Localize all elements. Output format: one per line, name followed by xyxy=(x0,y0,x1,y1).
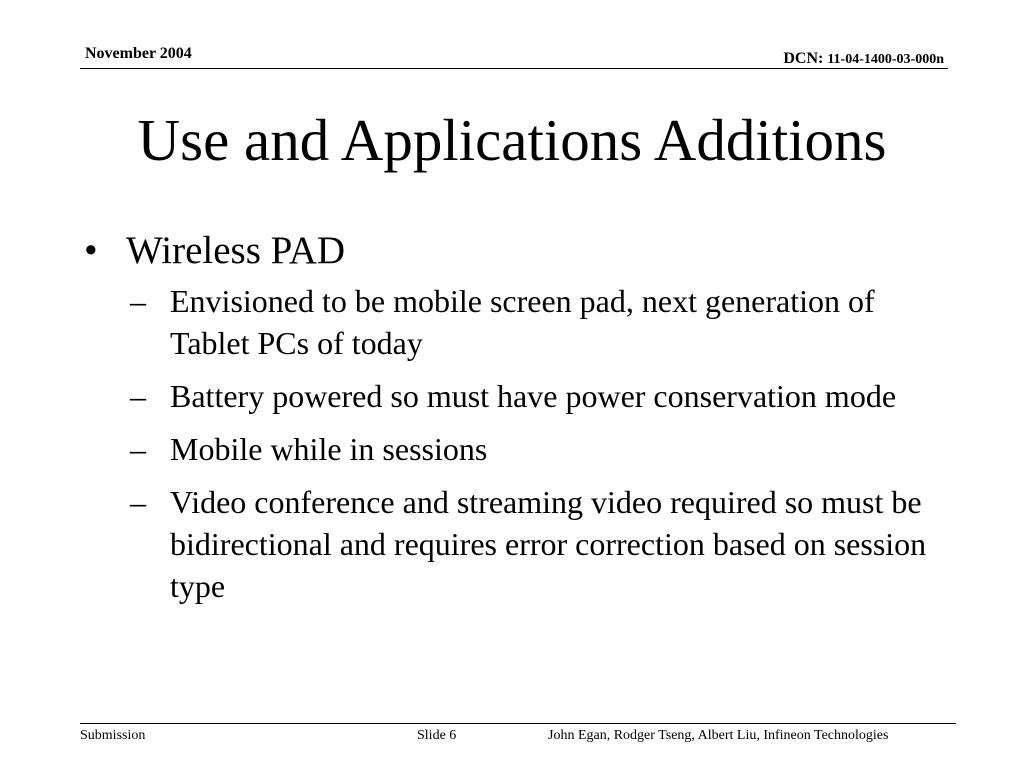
sub-bullet-text: Battery powered so must have power conservation mode xyxy=(170,378,897,414)
sub-bullet-text: Envisioned to be mobile screen pad, next generation of Tablet PCs of today xyxy=(170,283,875,361)
slide-body xyxy=(84,226,964,618)
footer-divider xyxy=(80,723,956,724)
footer-authors: John Egan, Rodger Tseng, Albert Liu, Infineon Technologies xyxy=(548,728,889,743)
sub-bullet-item xyxy=(130,375,964,417)
sub-bullet-text: Mobile while in sessions xyxy=(170,431,488,467)
header-dcn xyxy=(783,50,944,68)
sub-bullet-text: Video conference and streaming video required so must be bidirectional and requires error correction based on session type xyxy=(170,484,927,604)
sub-bullet-marker: – xyxy=(130,431,146,467)
dcn-label: DCN: xyxy=(783,50,824,67)
bullet-text: Wireless PAD xyxy=(126,229,346,272)
sub-bullet-item xyxy=(130,428,964,470)
bullet-item xyxy=(84,226,964,276)
sub-bullet-marker: – xyxy=(130,378,146,414)
sub-bullet-item xyxy=(130,280,964,364)
header-date: November 2004 xyxy=(85,45,192,62)
footer-submission: Submission xyxy=(80,728,146,743)
footer-slide-number: Slide 6 xyxy=(417,728,457,743)
sub-bullet-marker: – xyxy=(130,283,146,319)
slide-title: Use and Applications Additions xyxy=(137,107,887,173)
header-divider xyxy=(80,68,948,69)
dcn-number: 11-04-1400-03-000n xyxy=(827,52,944,67)
bullet-marker: • xyxy=(84,229,98,272)
sub-bullet-marker: – xyxy=(130,484,146,520)
sub-bullet-item xyxy=(130,481,964,607)
